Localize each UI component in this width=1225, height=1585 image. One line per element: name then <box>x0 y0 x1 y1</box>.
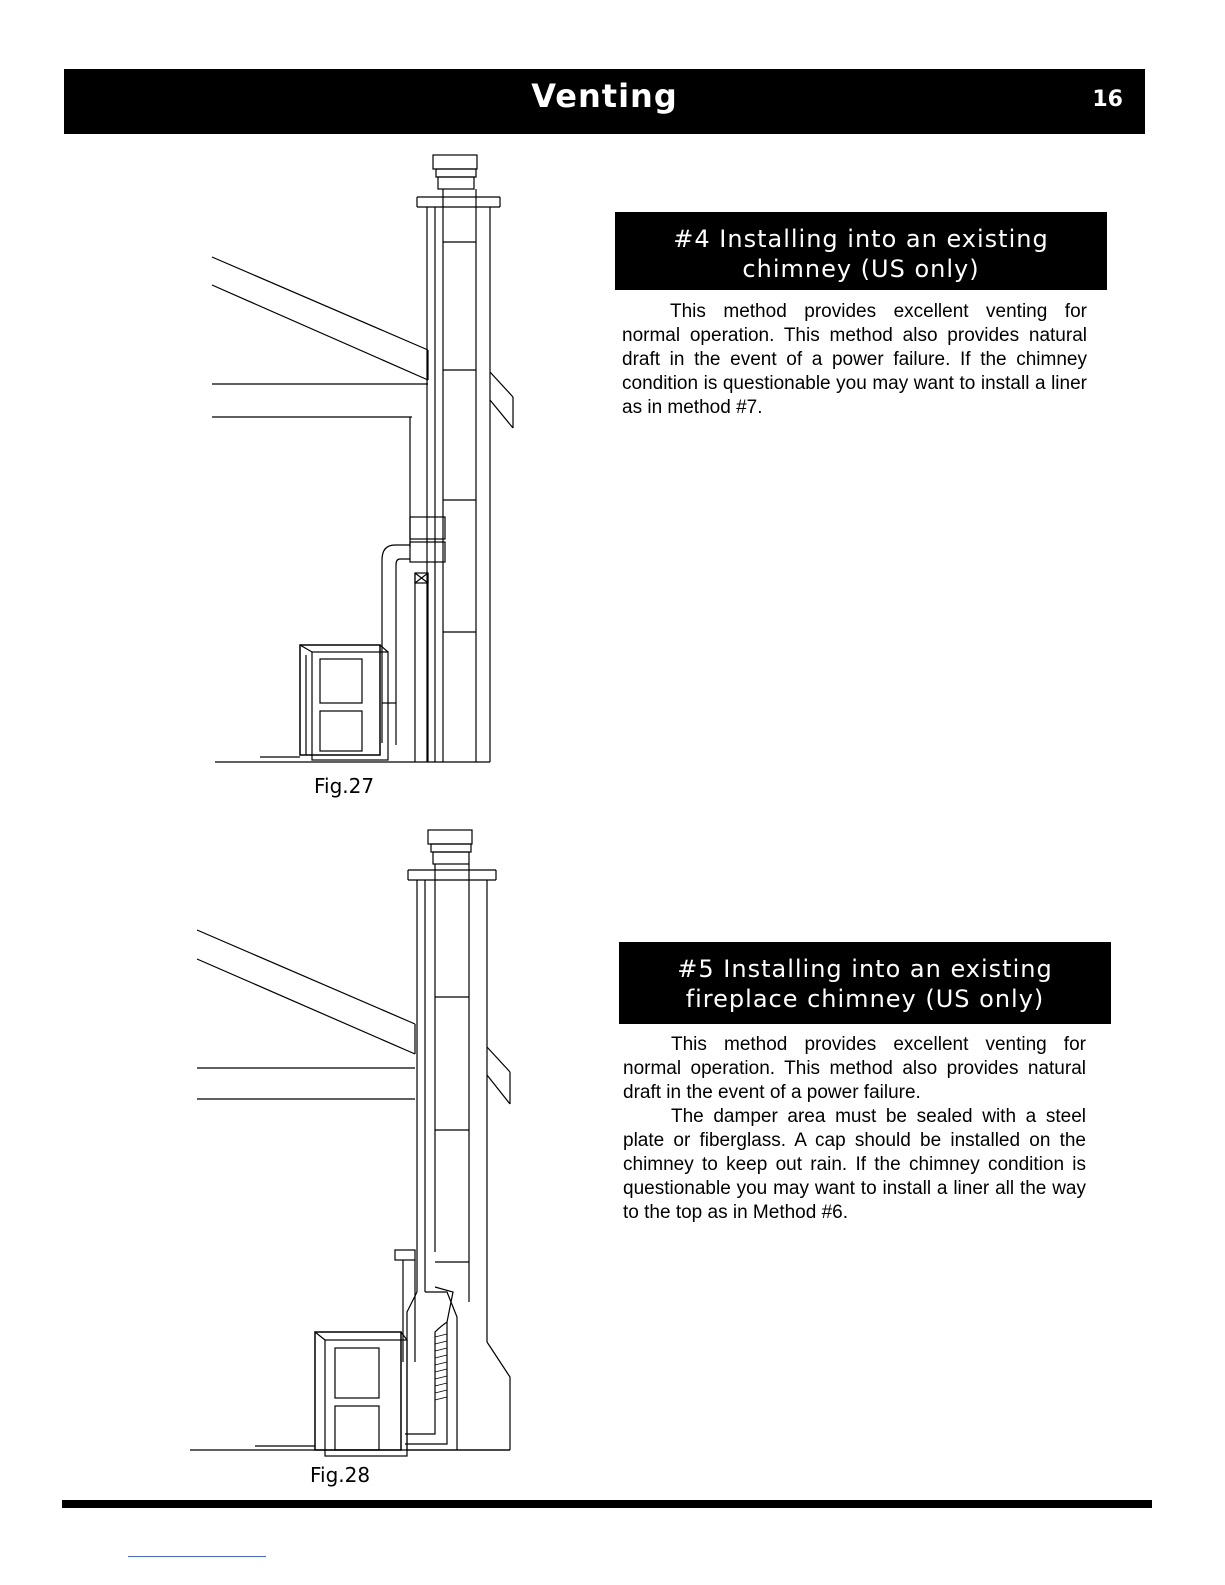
page-title: Venting <box>531 77 678 115</box>
section-5-body <box>623 1033 1086 1225</box>
footer-divider <box>128 1556 266 1557</box>
figure-27-diagram <box>200 145 530 770</box>
section-4-heading-line1: #4 Installing into an existing <box>673 225 1049 253</box>
section-5-heading-line1: #5 Installing into an existing <box>677 955 1053 983</box>
figure-27-caption: Fig.27 <box>314 774 375 798</box>
bottom-rule <box>62 1500 1152 1508</box>
section-5-heading-line2: fireplace chimney (US only) <box>685 985 1045 1013</box>
section-4-heading <box>615 212 1107 290</box>
figure-28-diagram <box>185 822 530 1462</box>
section-5-paragraph: This method provides excellent venting for normal operation. This method also provides natural draft in the event of a power failure. <box>623 1034 1086 1103</box>
section-4-body <box>622 300 1087 420</box>
header-bar <box>64 69 1145 134</box>
section-4-heading-line2: chimney (US only) <box>742 255 980 283</box>
section-5-heading <box>619 942 1111 1024</box>
section-4-paragraph: This method provides excellent venting for normal operation. This method also provides natural draft in the event of a power failure. If the chimney condition is questionable you may want to install a liner as in method #7. <box>622 301 1087 418</box>
section-5-paragraph: The damper area must be sealed with a steel plate or fiberglass. A cap should be installed on the chimney to keep out rain. If the chimney condition is questionable you may want to install a liner all the way to the top as in Method #6. <box>623 1106 1086 1223</box>
figure-28-caption: Fig.28 <box>310 1463 371 1487</box>
page-number: 16 <box>1092 87 1123 112</box>
